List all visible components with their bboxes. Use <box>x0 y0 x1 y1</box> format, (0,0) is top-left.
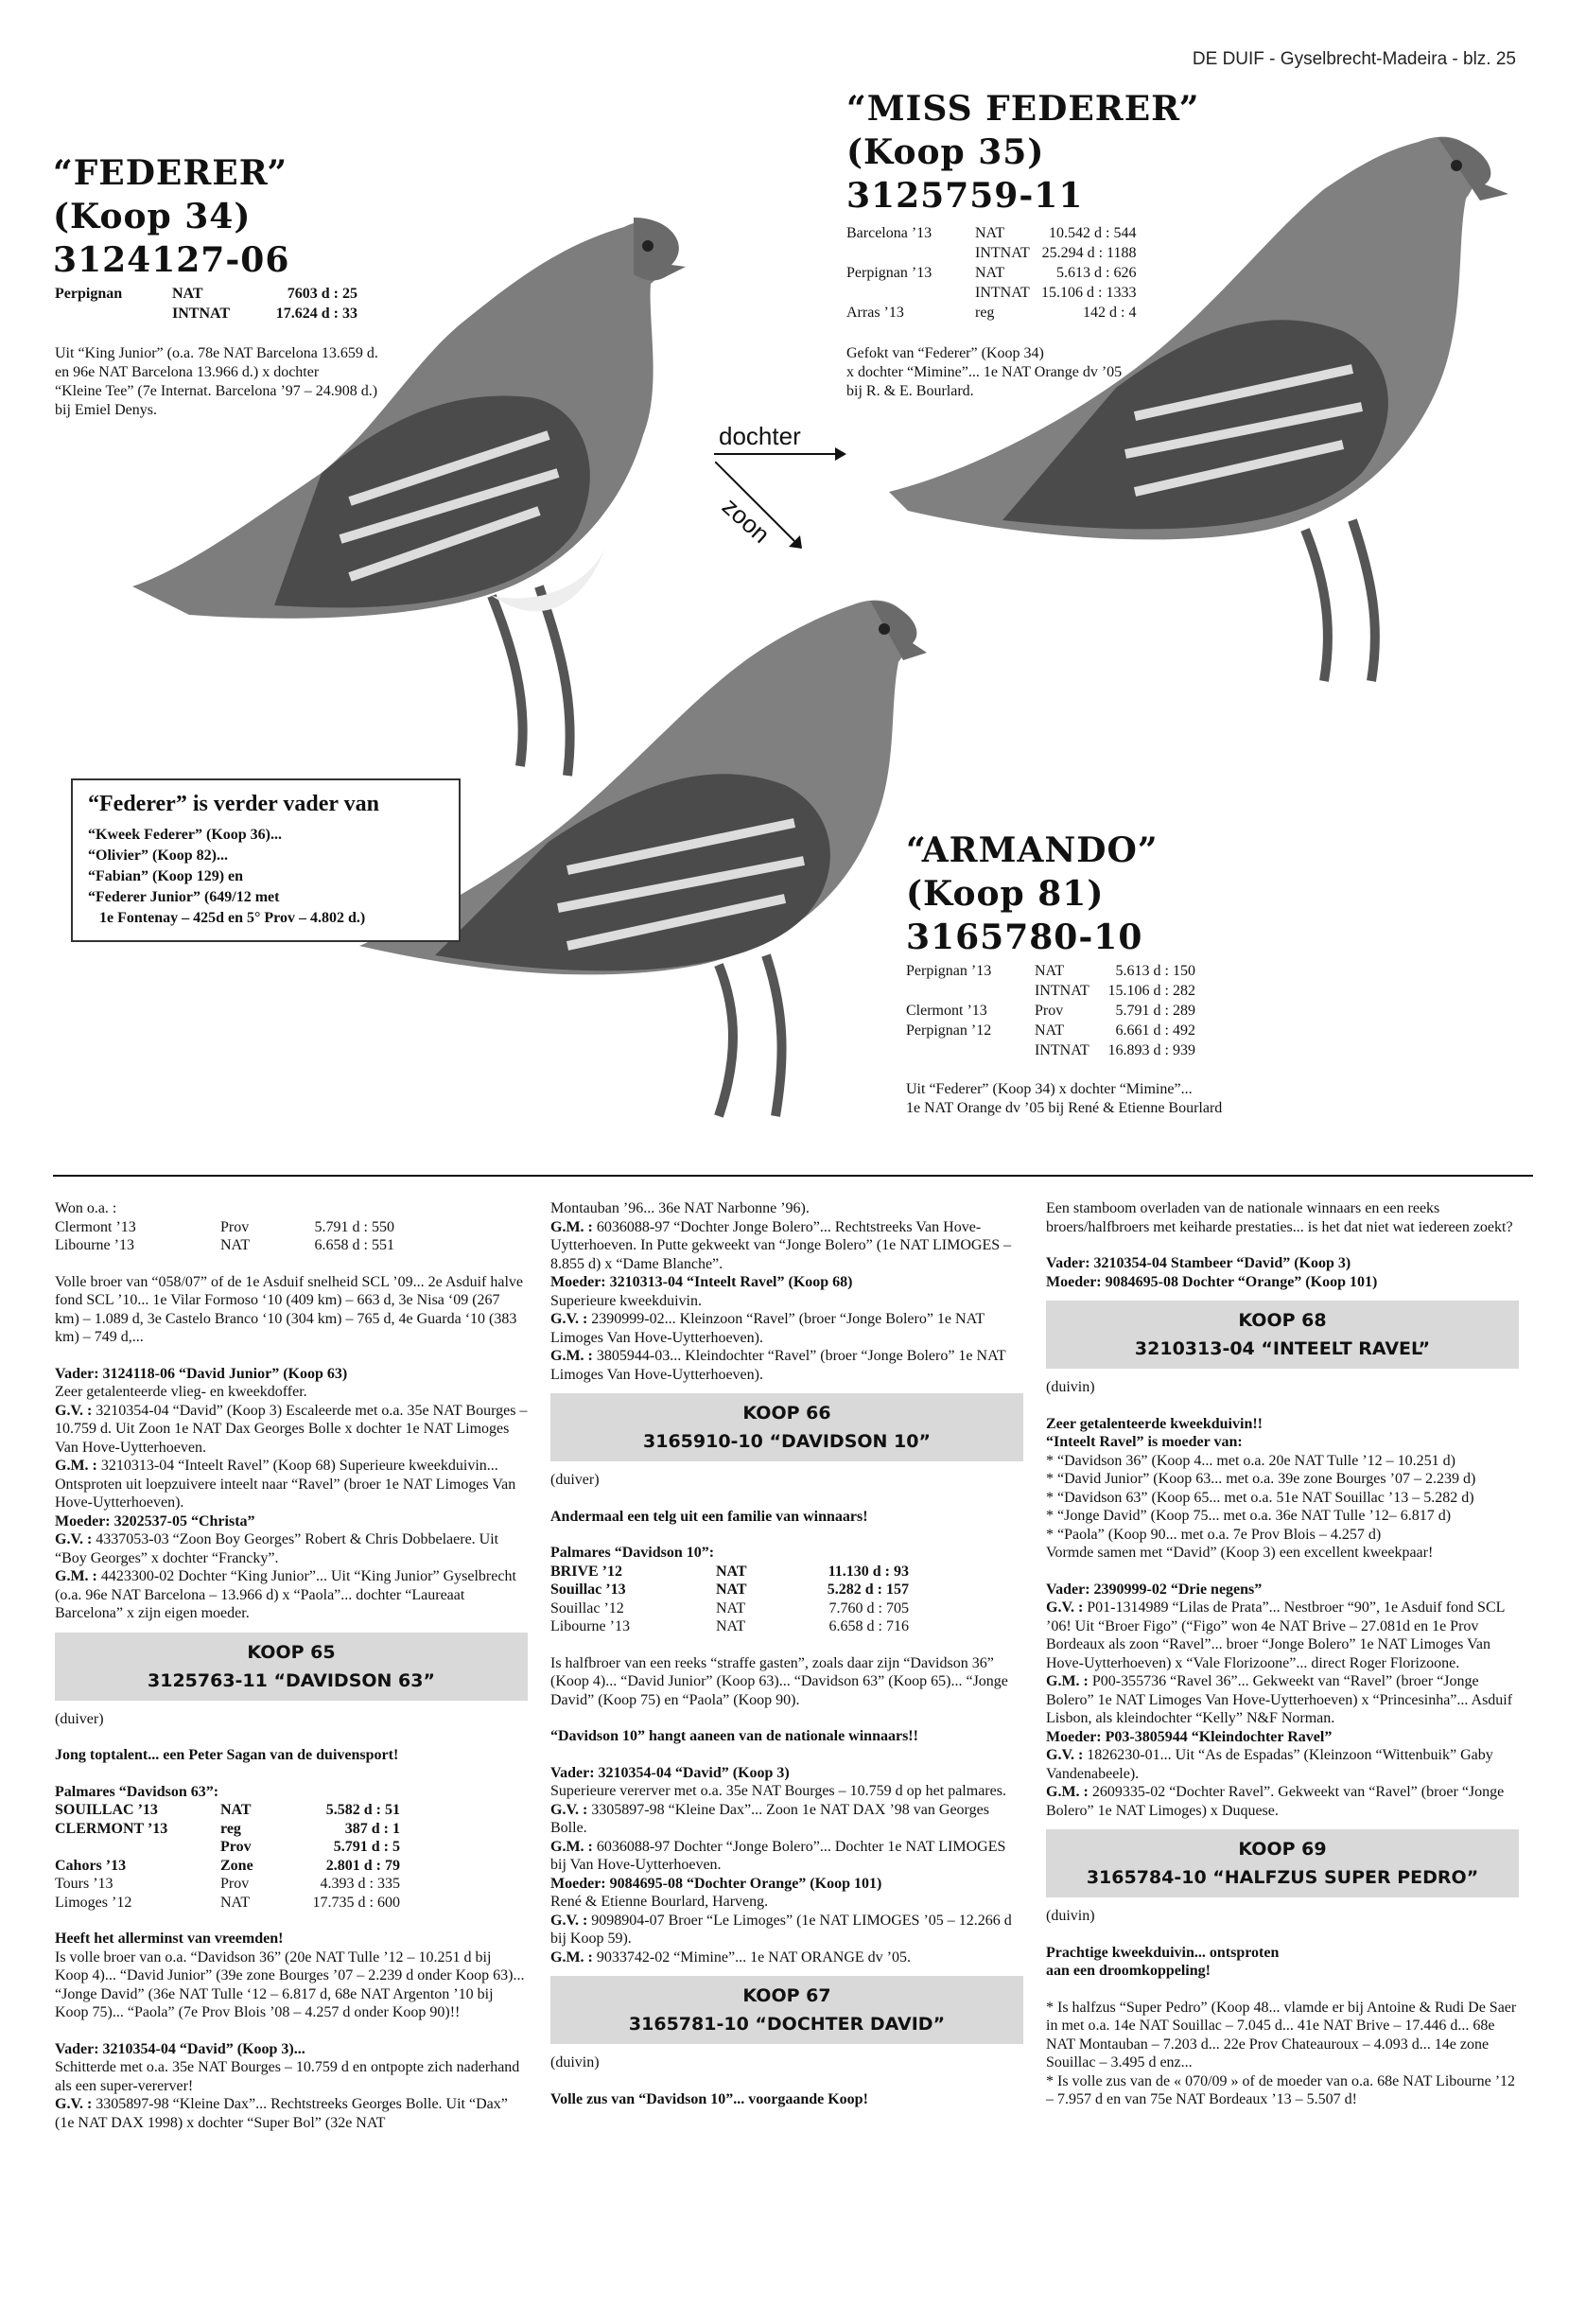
won-results: Clermont ’13 Prov 5.791 d : 550 Libourne ’13 NAT 6.658 d : 551 <box>55 1218 394 1253</box>
k66-intro: Andermaal een telg uit een familie van winnaars! <box>550 1508 868 1525</box>
page-header: DE DUIF - Gyselbrecht-Madeira - blz. 25 <box>1192 49 1516 69</box>
k65-volle-broer: Is volle broer van o.a. “Davidson 36” (20e NAT Tulle ’12 – 10.251 d bij Koop 4)... “David Junior” (39e zone Bourges ’07 – 2.239 d onder Koop 63)... “Jonge David” (36e NAT Tulle ‘12 – 6.817 d, 68e NAT Argenton ’10 bij Koop 75)... “Paola” (7e Prov Blois ’08 – 4.257 d onder Koop 90)!! <box>55 1948 525 2020</box>
col2-gm2: G.M. : 3805944-03... Kleindochter “Ravel” (broer “Jonge Bolero” 1e NAT Limoges Van Hove-Uytterhoeven). <box>550 1348 1006 1383</box>
k68-intro1: Zeer getalenteerde kweekduivin!! <box>1046 1415 1263 1432</box>
federer-ring: 3124127-06 <box>53 240 290 280</box>
col2-continuation: Montauban ’96... 36e NAT Narbonne ’96). <box>550 1200 810 1216</box>
k68-list-item: * “Paola” (Koop 90... met o.a. 7e Prov Blois – 4.257 d) <box>1046 1526 1382 1543</box>
k66-vader: Vader: 3210354-04 “David” (Koop 3) <box>550 1764 790 1781</box>
k65-vader: Vader: 3210354-04 “David” (Koop 3)... <box>55 2040 305 2057</box>
armando-name: “ARMANDO” <box>906 830 1159 870</box>
federer-koop: (Koop 34) <box>53 197 252 236</box>
miss-federer-name: “MISS FEDERER” <box>846 89 1200 129</box>
moeder-line: Moeder: 3202537-05 “Christa” <box>55 1512 255 1529</box>
koop-65-heading: KOOP 65 3125763-11 “DAVIDSON 63” <box>55 1633 528 1701</box>
col3-vader: Vader: 3210354-04 Stambeer “David” (Koop 3) <box>1046 1255 1351 1271</box>
k65-sex: (duiver) <box>55 1710 104 1727</box>
zoon-arrow <box>715 462 810 556</box>
koop-67-heading: KOOP 67 3165781-10 “DOCHTER DAVID” <box>550 1976 1023 2044</box>
k66-moeder: Moeder: 9084695-08 “Dochter Orange” (Koop 101) <box>550 1875 882 1892</box>
k68-moeder: Moeder: P03-3805944 “Kleindochter Ravel” <box>1046 1728 1333 1745</box>
federer-name: “FEDERER” <box>53 153 288 193</box>
k66-halfbroer: Is halfbroer van een reeks “straffe gasten”, zoals daar zijn “Davidson 36” (Koop 4)... “David Junior” (Koop 63)... “Davidson 63” (Koop 65)... “Jonge David” (Koop 75) en “Paola” (Koop 90). <box>550 1654 1008 1708</box>
federer-description: Uit “King Junior” (o.a. 78e NAT Barcelona 13.659 d. en 96e NAT Barcelona 13.966 d.) x dochter “Kleine Tee” (7e Internat. Barcelona ’97 – 24.908 d.) bij Emiel Denys. <box>55 345 378 418</box>
federer-results: Perpignan NAT 7603 d : 25 INTNAT 17.624 d : 33 <box>55 286 357 322</box>
k68-vormde: Vormde samen met “David” (Koop 3) een excellent kweekpaar! <box>1046 1545 1434 1561</box>
k68-list-item: * “Davidson 63” (Koop 65... met o.a. 51e NAT Souillac ’13 – 5.282 d) <box>1046 1489 1474 1506</box>
col3-moeder: Moeder: 9084695-08 Dochter “Orange” (Koop 101) <box>1046 1273 1378 1290</box>
k65-heeft: Heeft het allerminst van vreemden! <box>55 1931 284 1947</box>
k67-sex: (duivin) <box>550 2054 600 2071</box>
miss-federer-description: Gefokt van “Federer” (Koop 34) x dochter “Mimine”... 1e NAT Orange dv ’05 bij R. & E. Bourlard. <box>846 345 1123 399</box>
k68-vader: Vader: 2390999-02 “Drie negens” <box>1046 1581 1263 1598</box>
k68-intro2: “Inteelt Ravel” is moeder van: <box>1046 1434 1243 1450</box>
k69-intro1: Prachtige kweekduivin... ontsproten <box>1046 1944 1280 1961</box>
k68-mgv: G.V. : 1826230-01... Uit “As de Espadas” (Kleinzoon “Wittenbuik” Gaby Vandenabeele). <box>1046 1747 1493 1782</box>
offspring-line: 1e Fontenay – 425d en 5° Prov – 4.802 d.) <box>99 910 366 926</box>
col2-moeder-desc: Superieure kweekduivin. <box>550 1292 702 1309</box>
mgm-line: G.M. : 4423300-02 Dochter “King Junior”... Uit “King Junior” Gyselbrecht (o.a. 96e NAT Barcelona – 13.966 d) x “Paola”... dochter “Laureaat Barcelona” x zijn eigen moeder. <box>55 1568 516 1621</box>
offspring-line: “Olivier” (Koop 82)... <box>88 847 228 864</box>
col2-gv: G.V. : 2390999-02... Kleinzoon “Ravel” (broer “Jonge Bolero” 1e NAT Limoges Van Hove-Uytterhoeven). <box>550 1311 985 1346</box>
k69-volle-zus: * Is volle zus van de « 070/09 » of de moeder van o.a. 68e NAT Libourne ’12 – 7.957 d en van 75e NAT Bordeaux ’13 – 5.507 d! <box>1046 2072 1516 2107</box>
offspring-line: “Kweek Federer” (Koop 36)... <box>88 827 282 843</box>
vader-line: Vader: 3124118-06 “David Junior” (Koop 63) <box>55 1365 348 1382</box>
k68-gm: G.M. : P00-355736 “Ravel 36”... Gekweekt van “Ravel” (broer “Jonge Bolero” 1e NAT Limoges Van Hove-Uytterhoeven) x “Princesinha”... Asduif Lisbon, als kleindochter “Kelly” N&F Norman. <box>1046 1673 1513 1726</box>
offspring-box-title: “Federer” is verder vader van <box>88 792 379 816</box>
miss-federer-pigeon-image <box>889 114 1513 719</box>
col3-intro: Een stamboom overladen van de nationale winnaars en een reeks broers/halfbroers met keiharde prestaties... is het dat niet wat iedereen zoekt? <box>1046 1200 1513 1235</box>
armando-description: Uit “Federer” (Koop 34) x dochter “Mimine”... 1e NAT Orange dv ’05 bij René & Etienne Bourlard <box>906 1081 1223 1116</box>
k66-gv: G.V. : 3305897-98 “Kleine Dax”... Zoon 1e NAT DAX ’98 van Georges Bolle. <box>550 1801 989 1836</box>
k68-gv: G.V. : P01-1314989 “Lilas de Prata”... Nestbroer “90”, 1e Asduif fond SCL ’06! Uit “Broer Figo” (“Figo” won 4e NAT Brive – 27.081d en 1e Prov Bordeaux als zoon “Ravel”... broer “Jonge Bolero” 1e NAT Limoges Van Hove-Uytterhoeven) x “Vale Florizoone”... direct Roger Florizoone. <box>1046 1599 1505 1671</box>
miss-federer-ring: 3125759-11 <box>846 176 1084 216</box>
zoon-label: zoon <box>716 492 776 550</box>
koop-69-heading: KOOP 69 3165784-10 “HALFZUS SUPER PEDRO” <box>1046 1829 1519 1897</box>
koop-66-heading: KOOP 66 3165910-10 “DAVIDSON 10” <box>550 1393 1023 1461</box>
section-divider <box>53 1175 1533 1177</box>
miss-federer-koop: (Koop 35) <box>846 132 1045 172</box>
armando-title <box>906 829 1159 959</box>
mgv-line: G.V. : 4337053-03 “Zoon Boy Georges” Robert & Chris Dobbelaere. Uit “Boy Georges” x dochter “Francky”. <box>55 1531 499 1566</box>
k69-sex: (duivin) <box>1046 1908 1095 1924</box>
k65-gv: G.V. : 3305897-98 “Kleine Dax”... Rechtstreeks Georges Bolle. Uit “Dax” (1e NAT DAX 1998) x dochter “Super Bol” (32e NAT <box>55 2096 508 2131</box>
won-label: Won o.a. : <box>55 1200 117 1216</box>
k69-halfzus: * Is halfzus “Super Pedro” (Koop 48... vlamde er bij Antoine & Rudi De Saer in met o.a. 14e NAT Souillac – 7.045 d... 41e NAT Brive – 17.446 d... 68e NAT Montauban – 7.203 d... 22e Prov Chateauroux – 4.093 d... 14e zone Souillac – 3.495 d enz... <box>1046 1999 1517 2071</box>
k66-moeder-desc: René & Etienne Bourlard, Harveng. <box>550 1894 769 1910</box>
federer-offspring-box <box>71 778 461 942</box>
column-2 <box>550 1199 1023 2108</box>
k66-gm: G.M. : 6036088-97 Dochter “Jonge Bolero”... Dochter 1e NAT LIMOGES bij Van Hove-Uytterhoeven. <box>550 1838 1006 1873</box>
column-3 <box>1046 1199 1519 2109</box>
k68-sex: (duivin) <box>1046 1379 1095 1395</box>
armando-koop: (Koop 81) <box>906 874 1105 914</box>
k66-hangt: “Davidson 10” hangt aaneen van de nationale winnaars!! <box>550 1728 918 1744</box>
k68-list-item: * “Jonge David” (Koop 75... met o.a. 36e NAT Tulle ’12– 6.817 d) <box>1046 1508 1452 1524</box>
k65-intro: Jong toptalent... een Peter Sagan van de duivensport! <box>55 1747 399 1763</box>
koop-68-heading: KOOP 68 3210313-04 “INTEELT RAVEL” <box>1046 1301 1519 1369</box>
armando-results: Perpignan ’13 NAT 5.613 d : 150 INTNAT 15.106 d : 282 Clermont ’13 Prov 5.791 d : 289 Perpignan ’12 NAT 6.661 d : 492 INTNAT 16.893 d : 939 <box>906 963 1195 1058</box>
k66-sex: (duiver) <box>550 1472 600 1488</box>
col2-moeder: Moeder: 3210313-04 “Inteelt Ravel” (Koop 68) <box>550 1274 853 1290</box>
k65-results: SOUILLAC ’13 NAT 5.582 d : 51 CLERMONT ’13 reg 387 d : 1 Prov 5.791 d : 5 Cahors ’13 Zone 2.801 d : 79 Tours ’13 Prov 4.393 d : 335 Limoges ’12 NAT 17.735 d : 600 <box>55 1802 400 1911</box>
offspring-line: “Fabian” (Koop 129) en <box>88 868 244 884</box>
k67-intro: Volle zus van “Davidson 10”... voorgaande Koop! <box>550 2090 868 2107</box>
offspring-line: “Federer Junior” (649/12 met <box>88 889 280 905</box>
gm-line: G.M. : 3210313-04 “Inteelt Ravel” (Koop 68) Superieure kweekduivin... Ontsproten uit loepzuivere inteelt naar “Ravel” (broer 1e NAT Limoges Van Hove-Uytterhoeven). <box>55 1458 516 1511</box>
k68-mgm: G.M. : 2609335-02 “Dochter Ravel”. Gekweekt van “Ravel” (broer “Jonge Bolero” 1e NAT Limoges) x Duquese. <box>1046 1784 1505 1819</box>
dochter-arrow <box>714 445 846 463</box>
armando-ring: 3165780-10 <box>906 917 1143 957</box>
k66-mgm: G.M. : 9033742-02 “Mimine”... 1e NAT ORANGE dv ’05. <box>550 1948 911 1966</box>
k66-vader-desc: Superieure vererver met o.a. 35e NAT Bourges – 10.759 d op het palmares. <box>550 1783 1006 1799</box>
k65-palmares-label: Palmares “Davidson 63”: <box>55 1783 219 1800</box>
k66-results: BRIVE ’12 NAT 11.130 d : 93 Souillac ’13 NAT 5.282 d : 157 Souillac ’12 NAT 7.760 d : 705 Libourne ’13 NAT 6.658 d : 716 <box>550 1563 909 1634</box>
k68-list-item: * “Davidson 36” (Koop 4... met o.a. 20e NAT Tulle ’12 – 10.251 d) <box>1046 1452 1455 1469</box>
vader-desc: Zeer getalenteerde vlieg- en kweekdoffer. <box>55 1384 307 1400</box>
col2-gm: G.M. : 6036088-97 “Dochter Jonge Bolero”... Rechtstreeks Van Hove-Uytterhoeven. In Putte gekweekt van “Jonge Bolero” (1e NAT LIMOGES – 8.855 d) x “Dame Blanche”. <box>550 1218 1012 1272</box>
dochter-label: dochter <box>719 422 801 450</box>
k65-vader-desc: Schitterde met o.a. 35e NAT Bourges – 10.759 d en ontpopte zich naderhand als een super-vererver! <box>55 2059 520 2094</box>
k66-palmares-label: Palmares “Davidson 10”: <box>550 1545 715 1561</box>
miss-federer-results: Barcelona ’13 NAT 10.542 d : 544 INTNAT 25.294 d : 1188 Perpignan ’13 NAT 5.613 d : 626 INTNAT 15.106 d : 1333 Arras ’13 reg 142 d : 4 <box>846 225 1137 321</box>
gv-line: G.V. : 3210354-04 “David” (Koop 3) Escaleerde met o.a. 35e NAT Bourges – 10.759 d. Uit Zoon 1e NAT Dax Georges Bolle x dochter 1e NAT Limoges Van Hove-Uytterhoeven. <box>55 1402 528 1456</box>
k69-intro2: aan een droomkoppeling! <box>1046 1963 1211 1979</box>
column-1 <box>55 1199 528 2132</box>
k66-mgv: G.V. : 9098904-07 Broer “Le Limoges” (1e NAT LIMOGES ’05 – 12.266 d bij Koop 59). <box>550 1912 1012 1947</box>
k68-list-item: * “David Junior” (Koop 63... met o.a. 39e zone Bourges ’07 – 2.239 d) <box>1046 1471 1476 1487</box>
volle-broer-text: Volle broer van “058/07” of de 1e Asduif snelheid SCL ’09... 2e Asduif halve fond SCL ’10... 1e Vilar Formoso ‘10 (409 km) – 663 d, 3e Nisa ‘09 (267 km) – 1.089 d, 3e Castelo Branco ‘10 (304 km) – 765 d, 4e Guarda ‘10 (383 km) – 749 d,... <box>55 1273 524 1345</box>
